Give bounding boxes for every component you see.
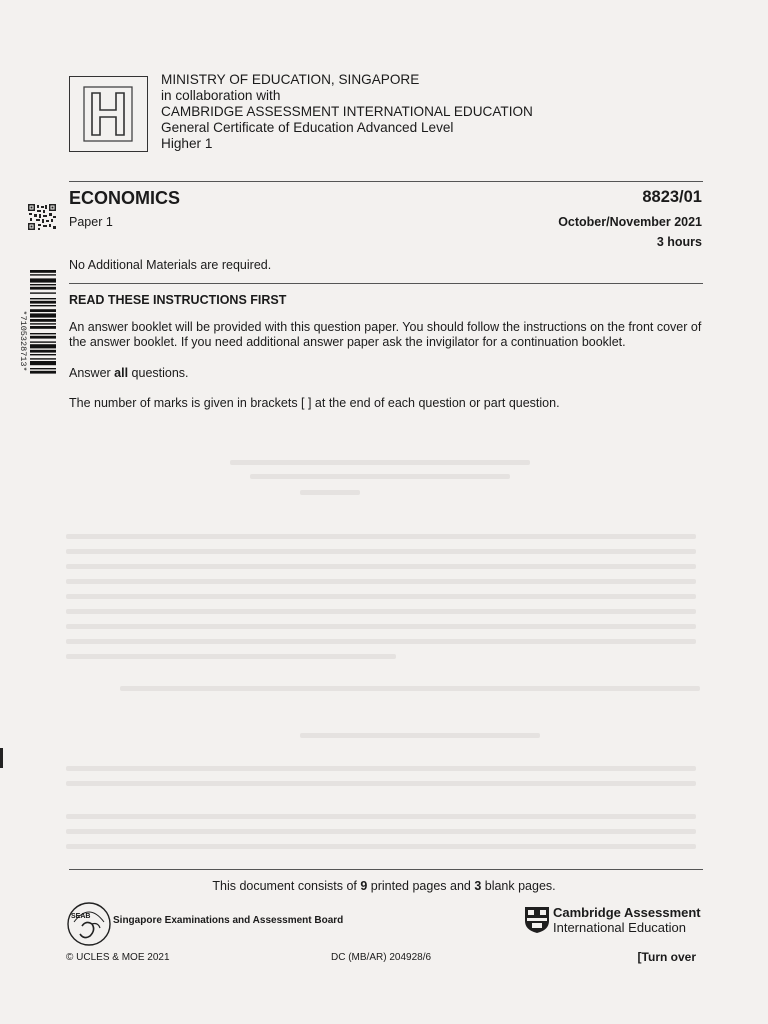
materials-note: No Additional Materials are required. — [69, 258, 272, 272]
barcode-bar — [30, 274, 56, 275]
barcode-bar — [30, 305, 56, 306]
header-certificate: General Certificate of Education Advanced Level — [161, 120, 454, 135]
h-letter-icon — [70, 77, 146, 150]
bleed-through-text — [66, 829, 696, 834]
instruction-booklet: An answer booklet will be provided with this question paper. You should follow the instructions on the front cover of the answer booklet. If you need additional answer paper ask the invigilator for a continuation booklet. — [69, 320, 702, 349]
bleed-through-text — [230, 460, 530, 465]
barcode-bar — [30, 284, 56, 285]
barcode-bar — [30, 278, 56, 282]
document-code: DC (MB/AR) 204928/6 — [331, 952, 432, 963]
bleed-through-text — [66, 579, 696, 584]
barcode-bar — [30, 344, 56, 348]
divider-footer — [69, 869, 703, 870]
header-ministry: MINISTRY OF EDUCATION, SINGAPORE — [161, 72, 420, 87]
barcode-bar — [30, 298, 56, 299]
barcode-bar — [30, 326, 56, 329]
header-collab: in collaboration with — [161, 88, 281, 103]
seab-logo-icon — [66, 896, 112, 948]
seab-logo-text: SEAB — [71, 913, 91, 920]
bleed-through-text — [250, 474, 510, 479]
exam-session: October/November 2021 — [558, 215, 702, 229]
divider-instructions — [69, 283, 703, 284]
barcode-digits: *7105328713* — [18, 310, 28, 372]
bleed-through-text — [300, 733, 540, 738]
bleed-through-text — [66, 654, 396, 659]
turn-over-note: [Turn over — [637, 950, 696, 964]
bleed-through-text — [120, 686, 700, 691]
cambridge-name-line2: International Education — [553, 920, 686, 935]
barcode-bar — [30, 341, 56, 342]
subject-title: ECONOMICS — [69, 188, 181, 208]
header-block — [161, 72, 533, 152]
barcode-bar — [30, 333, 56, 334]
bleed-through-text — [66, 564, 696, 569]
barcode-bar — [30, 361, 56, 365]
bleed-through-text — [66, 609, 696, 614]
barcode-bar — [30, 301, 56, 304]
instruction-marks: The number of marks is given in brackets [ ] at the end of each question or part question. — [69, 396, 560, 410]
bleed-through-text — [66, 549, 696, 554]
barcode-bar — [30, 350, 56, 353]
barcode-bar — [30, 371, 56, 374]
instructions-heading: READ THESE INSTRUCTIONS FIRST — [69, 293, 287, 307]
exam-duration: 3 hours — [656, 235, 702, 249]
barcode-bar — [30, 313, 56, 317]
barcode-bar — [30, 270, 56, 273]
barcode-bar — [30, 309, 56, 312]
cambridge-name-line1: Cambridge Assessment — [553, 905, 701, 920]
instruction-answer: Answer all questions. — [69, 366, 189, 380]
bleed-through-text — [66, 766, 696, 771]
scan-edge-mark — [0, 748, 3, 768]
barcode-bar — [30, 287, 56, 290]
bleed-through-text — [66, 781, 696, 786]
barcode-bar — [30, 292, 56, 293]
barcode-bar — [30, 358, 56, 359]
barcode-bar — [30, 354, 56, 355]
page-count-note: This document consists of 9 printed pages and 3 blank pages. — [212, 879, 556, 893]
subject-code: 8823/01 — [642, 188, 702, 206]
divider-top — [69, 181, 703, 182]
bleed-through-text — [66, 639, 696, 644]
bleed-through-text — [66, 814, 696, 819]
seab-name: Singapore Examinations and Assessment Board — [113, 915, 344, 926]
bleed-through-text — [66, 534, 696, 539]
qr-code-icon — [28, 204, 56, 230]
copyright-notice: © UCLES & MOE 2021 — [66, 952, 170, 963]
level-letter-box — [69, 76, 148, 152]
header-cambridge: CAMBRIDGE ASSESSMENT INTERNATIONAL EDUCATION — [161, 104, 533, 119]
bleed-through-text — [66, 624, 696, 629]
bleed-through-text — [66, 844, 696, 849]
bleed-through-text — [66, 594, 696, 599]
barcode-bar — [30, 336, 56, 339]
bleed-through-text — [300, 490, 360, 495]
header-level: Higher 1 — [161, 136, 213, 151]
barcode-bar — [30, 319, 56, 322]
barcode-bar — [30, 368, 56, 369]
cambridge-shield-icon — [524, 906, 550, 934]
barcode-icon — [14, 268, 58, 414]
paper-number: Paper 1 — [69, 215, 113, 229]
barcode-bar — [30, 323, 56, 324]
